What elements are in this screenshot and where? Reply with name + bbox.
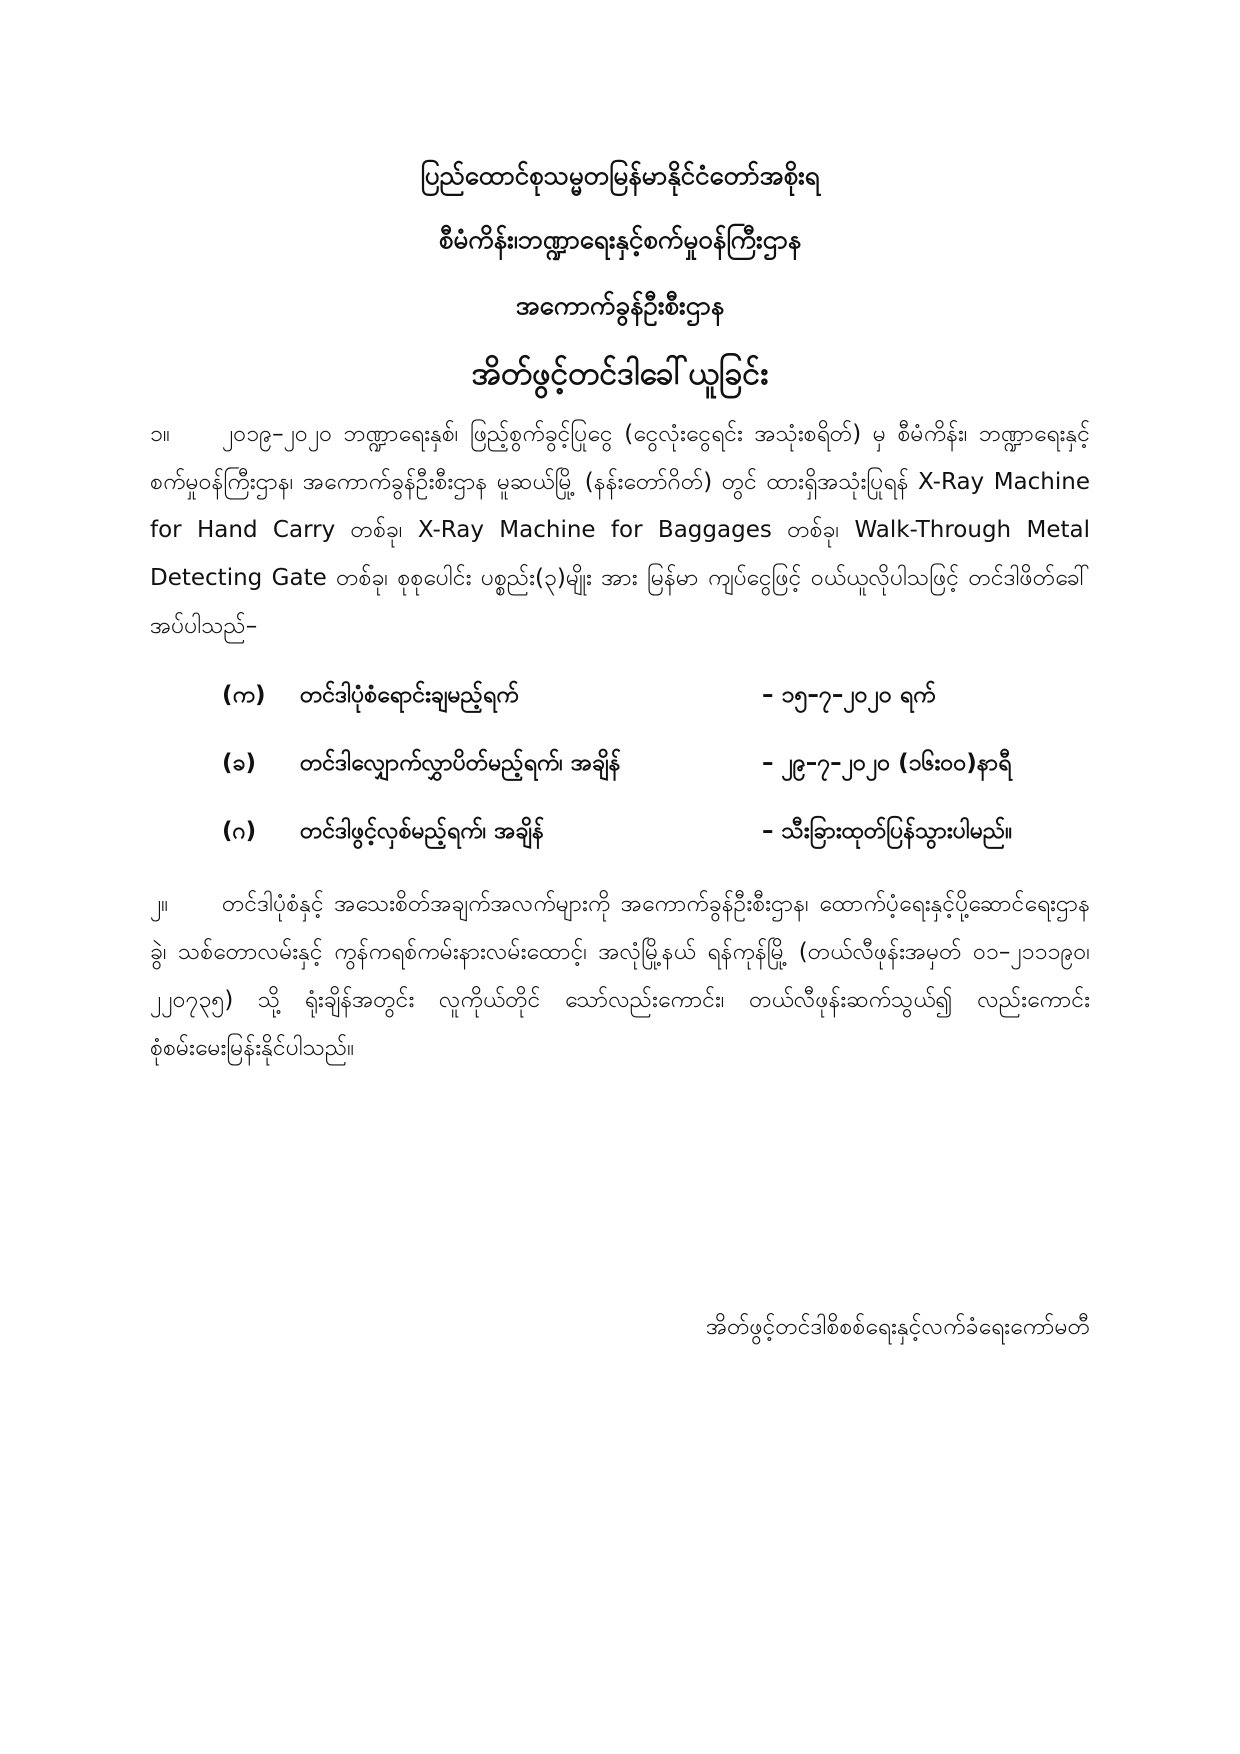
- schedule-item-description: တင်ဒါလျှောက်လွှာပိတ်မည့်ရက်၊ အချိန်: [300, 750, 621, 776]
- schedule-item-value: – ၂၉–၇–၂၀၂၀ (၁၆း၀၀)နာရီ: [762, 750, 1012, 776]
- ministry-name: စီမံကိန်း၊ဘဏ္ဍာရေးနှင့်စက်မှုဝန်ကြီးဌာန: [438, 225, 802, 255]
- schedule-item-sale-date: [150, 680, 1090, 720]
- schedule-item-opening-date: [150, 816, 1090, 856]
- document-title: အိတ်ဖွင့်တင်ဒါခေါ်ယူခြင်း: [471, 354, 769, 392]
- paragraph-2-text: တင်ဒါပုံစံနှင့် အသေးစိတ်အချက်အလက်များကို အကောက်ခွန်ဦးစီးဌာန၊ ထောက်ပံ့ရေးနှင့်ပို့ဆောင်ရေးဌာနခွဲ၊ သစ်တောလမ်းနှင့် ကွန်ကရစ်ကမ်းနားလမ်းထောင့်၊ အလုံမြို့နယ် ရန်ကုန်မြို့ (တယ်လီဖုန်းအမှတ် ၀၁–၂၁၁၁၉၀၊ ၂၂၀၇၃၅) သို့ ရုံးချိန်အတွင်း လူကိုယ်တိုင် သော်လည်းကောင်း၊ တယ်လီဖုန်းဆက်သွယ်၍ လည်းကောင်း စုံစမ်းမေးမြန်းနိုင်ပါသည်။: [150, 891, 1090, 1061]
- schedule-item-description: တင်ဒါဖွင့်လှစ်မည့်ရက်၊ အချိန်: [300, 818, 544, 844]
- schedule-item-label: (ခ): [222, 750, 256, 776]
- schedule-item-value: – ၁၅–၇–၂၀၂၀ ရက်: [762, 682, 936, 708]
- government-name: ပြည်ထောင်စုသမ္မတမြန်မာနိုင်ငံတော်အစိုးရ: [420, 161, 820, 191]
- paragraph-1: [150, 410, 1090, 650]
- paragraph-1-number: ၁။: [150, 421, 170, 447]
- paragraph-1-text: ၂၀၁၉–၂၀၂၀ ဘဏ္ဍာရေးနှစ်၊ ဖြည့်စွက်ခွင့်ပြုငွေ (ငွေလုံးငွေရင်း အသုံးစရိတ်) မှ စီမံကိန်း၊ ဘဏ္ဍာရေးနှင့်စက်မှုဝန်ကြီးဌာန၊ အကောက်ခွန်ဦးစီးဌာန မူဆယ်မြို့ (နန်းတော်ဂိတ်) တွင် ထားရှိအသုံးပြုရန် X-Ray Machine for Hand Carry တစ်ခု၊ X-Ray Machine for Baggages တစ်ခု၊ Walk-Through Metal Detecting Gate တစ်ခု၊ စုစုပေါင်း ပစ္စည်း(၃)မျိုး အား မြန်မာ ကျပ်ငွေဖြင့် ဝယ်ယူလိုပါသဖြင့် တင်ဒါဖိတ်ခေါ်အပ်ပါသည်–: [150, 421, 1090, 639]
- schedule-item-value: – သီးခြားထုတ်ပြန်သွားပါမည်။: [762, 818, 1013, 844]
- paragraph-2-number: ၂။: [150, 891, 169, 917]
- schedule-item-label: (က): [222, 682, 266, 708]
- paragraph-2: [150, 880, 1090, 1072]
- committee-signature: အိတ်ဖွင့်တင်ဒါစိစစ်ရေးနှင့်လက်ခံရေးကော်မတီ: [705, 1314, 1090, 1340]
- schedule-item-label: (ဂ): [222, 818, 257, 844]
- schedule-item-closing-date: [150, 748, 1090, 788]
- schedule-item-description: တင်ဒါပုံစံရောင်းချမည့်ရက်: [300, 682, 519, 708]
- department-name: အကောက်ခွန်ဦးစီးဌာန: [515, 291, 725, 321]
